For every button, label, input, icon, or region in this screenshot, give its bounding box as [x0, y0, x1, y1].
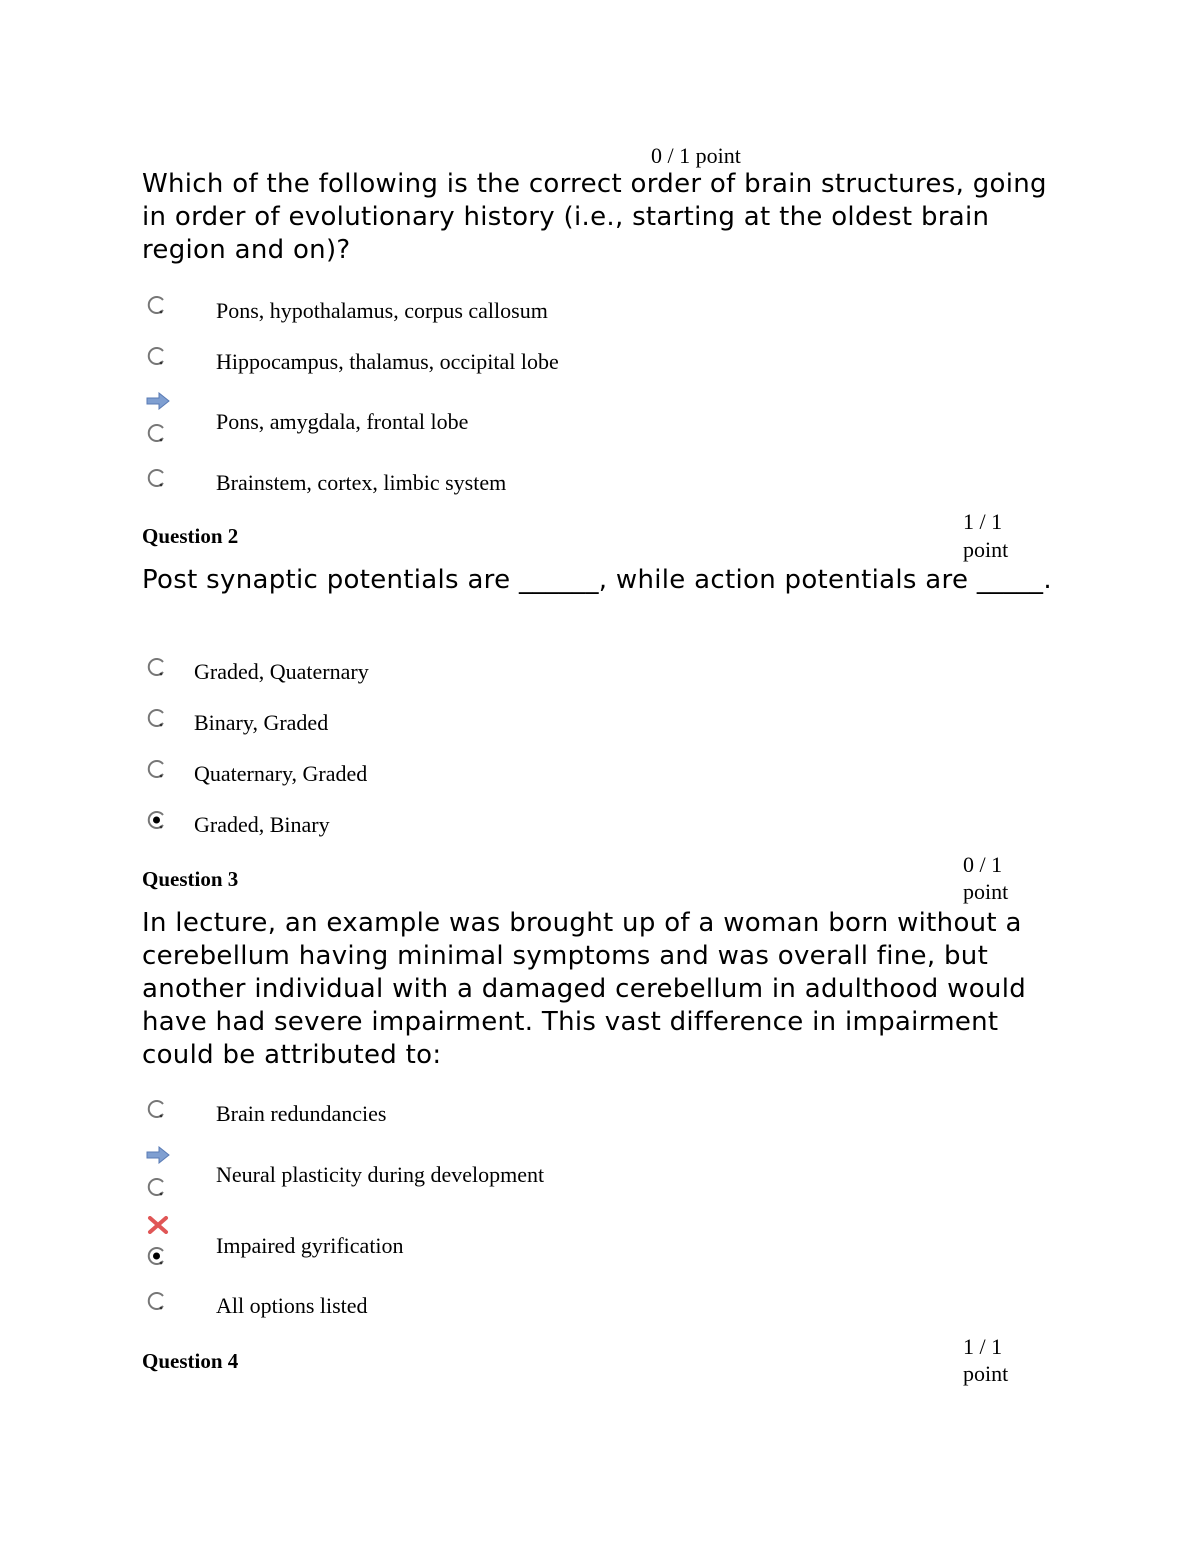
radio-option-1-3[interactable]: [146, 422, 168, 444]
option-label: Brain redundancies: [216, 1101, 387, 1126]
radio-option-2-3[interactable]: [146, 758, 168, 780]
radio-option-1-1[interactable]: [146, 294, 168, 316]
option-label: All options listed: [216, 1293, 368, 1318]
question-2-score-line1: 1 / 1: [963, 509, 1003, 534]
radio-option-3-1[interactable]: [146, 1098, 168, 1120]
radio-option-3-4[interactable]: [146, 1290, 168, 1312]
option-label: Binary, Graded: [194, 710, 329, 735]
radio-option-2-4-selected[interactable]: [146, 809, 168, 831]
option-label: Hippocampus, thalamus, occipital lobe: [216, 349, 559, 374]
option-label: Pons, hypothalamus, corpus callosum: [216, 298, 548, 323]
question-1-prompt: Which of the following is the correct order of brain structures, going in order of evolutionary history (i.e., starting at the oldest brain region and on)?: [142, 169, 1047, 265]
option-label: Brainstem, cortex, limbic system: [216, 470, 507, 495]
question-3-score-line1: 0 / 1: [963, 852, 1003, 877]
radio-option-3-3-selected[interactable]: [146, 1245, 168, 1267]
option-label: Neural plasticity during development: [216, 1162, 545, 1187]
arrow-right-icon: [146, 392, 170, 410]
question-1-score: 0 / 1 point: [651, 143, 741, 168]
option-label: Impaired gyrification: [216, 1233, 404, 1258]
radio-option-1-2[interactable]: [146, 345, 168, 367]
option-label: Quaternary, Graded: [194, 761, 368, 786]
question-2-score-line2: point: [963, 537, 1009, 562]
radio-option-3-2[interactable]: [146, 1176, 168, 1198]
arrow-right-icon: [146, 1146, 170, 1164]
question-4-score-line2: point: [963, 1361, 1009, 1386]
radio-option-2-2[interactable]: [146, 707, 168, 729]
question-4-title: Question 4: [142, 1349, 239, 1373]
option-label: Pons, amygdala, frontal lobe: [216, 409, 469, 434]
question-3-prompt: In lecture, an example was brought up of a woman born without a cerebellum having minimal symptoms and was overall fine, but another individual with a damaged cerebellum in adulthood would have had severe impairment. This vast difference in impairment could be attributed to:: [142, 908, 1027, 1070]
option-label: Graded, Quaternary: [194, 659, 369, 684]
radio-option-2-1[interactable]: [146, 656, 168, 678]
question-2-title: Question 2: [142, 524, 239, 548]
option-label: Graded, Binary: [194, 812, 330, 837]
x-mark-icon: [146, 1216, 170, 1234]
question-4-score-line1: 1 / 1: [963, 1334, 1003, 1359]
question-3-title: Question 3: [142, 867, 239, 891]
question-3-score-line2: point: [963, 879, 1009, 904]
question-2-prompt: Post synaptic potentials are ______, while action potentials are _____.: [142, 565, 1052, 595]
radio-option-1-4[interactable]: [146, 467, 168, 489]
